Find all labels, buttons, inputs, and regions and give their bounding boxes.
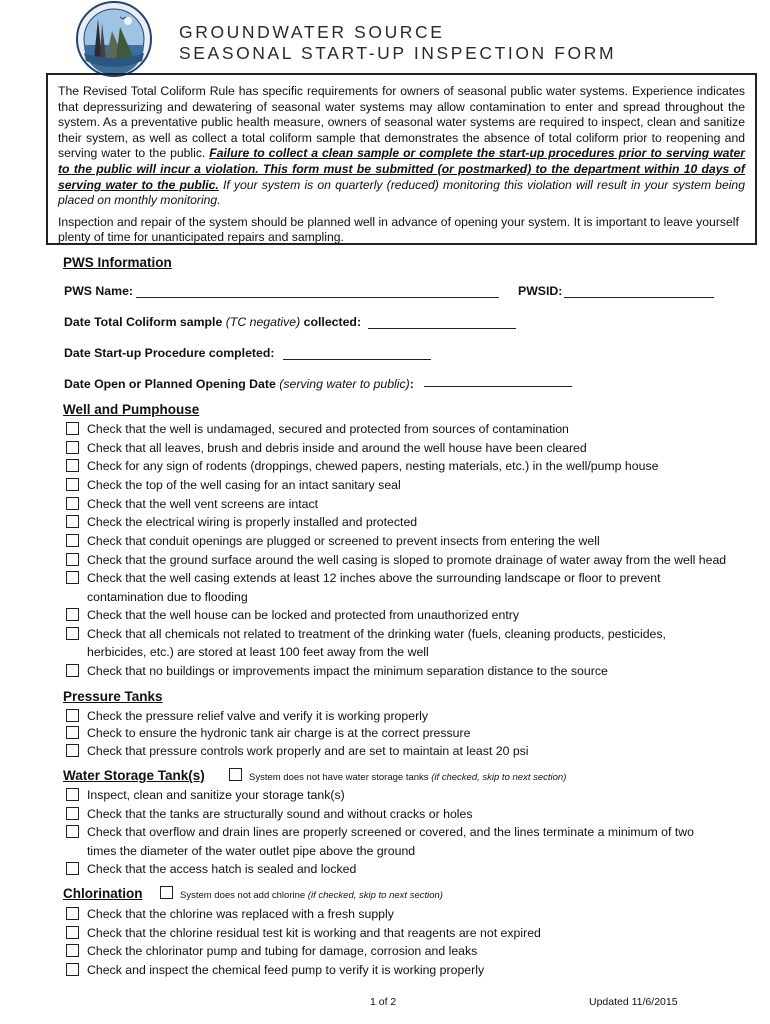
- pws-name-field[interactable]: [136, 297, 499, 298]
- well-check-6-text: Check the electrical wiring is properly installed and protected: [87, 515, 418, 529]
- storage-check-3-text: Check that overflow and drain lines are properly screened or covered, and the lines terminate a minimum of two: [87, 825, 694, 839]
- chlorine-check-3-text: Check the chlorinator pump and tubing for damage, corrosion and leaks: [87, 944, 478, 958]
- state-seal-icon: [76, 1, 152, 77]
- well-check-5-text: Check that the well vent screens are intact: [87, 497, 319, 511]
- pwsid-label: PWSID:: [518, 284, 563, 298]
- tc-sample-date-label: Date Total Coliform sample (TC negative) collected:: [64, 315, 362, 329]
- page-number: 1 of 2: [370, 996, 397, 1008]
- well-check-9-text-cont: contamination due to flooding: [87, 590, 248, 604]
- pwsid-field[interactable]: [564, 297, 714, 298]
- well-check-3-text: Check for any sign of rodents (droppings, chewed papers, nesting materials, etc.) in the well/pump house: [87, 459, 659, 473]
- well-pumphouse-heading: Well and Pumphouse: [63, 402, 200, 417]
- storage-check-3-text-cont: times the diameter of the water outlet pipe above the ground: [87, 844, 416, 858]
- storage-check-3-checkbox[interactable]: [66, 825, 79, 838]
- well-check-7-text: Check that conduit openings are plugged or screened to prevent insects from entering the well: [87, 534, 600, 548]
- no-chlorine-label: System does not add chlorine (if checked, skip to next section): [180, 890, 443, 901]
- chlorine-check-4-checkbox[interactable]: [66, 963, 79, 976]
- updated-date: Updated 11/6/2015: [589, 996, 678, 1008]
- no-storage-tanks-label: System does not have water storage tanks (if checked, skip to next section): [249, 772, 567, 783]
- storage-check-1-checkbox[interactable]: [66, 788, 79, 801]
- well-check-5-checkbox[interactable]: [66, 497, 79, 510]
- well-check-2-text: Check that all leaves, brush and debris inside and around the well house have been cleared: [87, 441, 587, 455]
- chlorine-check-1-text: Check that the chlorine was replaced with a fresh supply: [87, 907, 394, 921]
- startup-date-label: Date Start-up Procedure completed:: [64, 346, 275, 360]
- intro-monitoring-note: If your system is on quarterly (reduced) monitoring this violation will result in your system being placed on monthly monitoring.: [58, 177, 745, 208]
- well-check-12-checkbox[interactable]: [66, 664, 79, 677]
- pws-name-label: PWS Name:: [64, 284, 134, 298]
- chlorine-check-1-checkbox[interactable]: [66, 907, 79, 920]
- well-check-8-checkbox[interactable]: [66, 553, 79, 566]
- well-check-11-text-cont: herbicides, etc.) are stored at least 100 feet away from the well: [87, 645, 429, 659]
- form-title-line1: GROUNDWATER SOURCE: [179, 22, 445, 42]
- storage-check-4-text: Check that the access hatch is sealed and locked: [87, 862, 357, 876]
- well-check-1-text: Check that the well is undamaged, secured and protected from sources of contamination: [87, 422, 569, 436]
- well-check-1-checkbox[interactable]: [66, 422, 79, 435]
- chlorination-heading: Chlorination: [63, 886, 143, 901]
- tc-sample-date-field[interactable]: [368, 328, 516, 329]
- storage-check-1-text: Inspect, clean and sanitize your storage tank(s): [87, 788, 345, 802]
- well-check-8-text: Check that the ground surface around the well casing is sloped to promote drainage of water away from the well head: [87, 553, 727, 567]
- pressure-check-2-text: Check to ensure the hydronic tank air charge is at the correct pressure: [87, 726, 471, 740]
- intro-violation-warning: Failure to collect a clean sample or complete the start-up procedures prior to serving water to the public will incur a violation. This form must be submitted (or postmarked) to the department within 10 days of serving water to the public.: [58, 146, 745, 192]
- intro-planning-paragraph: Inspection and repair of the system should be planned well in advance of opening your system. It is important to leave yourself plenty of time for unanticipated repairs and sampling.: [58, 214, 739, 245]
- intro-text: The Revised Total Coliform Rule has specific requirements for owners of seasonal public water systems. Experience indicates that depressurizing and dewatering of seasonal water systems may allow contamination to enter and spread throughout the system. As a preventative public health measure, owners of seasonal water systems are required to inspect, clean and sanitize their system, as well as collect a total coliform sample that demonstrates the absence of total coliform prior to reopening and serving water to the public.: [58, 84, 745, 161]
- pressure-check-1-text: Check the pressure relief valve and verify it is working properly: [87, 709, 429, 723]
- chlorine-check-4-text: Check and inspect the chemical feed pump to verify it is working properly: [87, 963, 485, 977]
- chlorine-check-2-checkbox[interactable]: [66, 926, 79, 939]
- intro-box: [46, 73, 757, 245]
- pressure-tanks-heading: Pressure Tanks: [63, 689, 163, 704]
- well-check-9-checkbox[interactable]: [66, 571, 79, 584]
- well-check-2-checkbox[interactable]: [66, 441, 79, 454]
- well-check-10-checkbox[interactable]: [66, 608, 79, 621]
- chlorine-check-3-checkbox[interactable]: [66, 944, 79, 957]
- pressure-check-2-checkbox[interactable]: [66, 726, 79, 739]
- water-storage-heading: Water Storage Tank(s): [63, 768, 205, 783]
- opening-date-field[interactable]: [424, 386, 572, 387]
- no-storage-tanks-checkbox[interactable]: [229, 768, 242, 781]
- opening-date-label: Date Open or Planned Opening Date (serving water to public):: [64, 377, 414, 391]
- well-check-4-checkbox[interactable]: [66, 478, 79, 491]
- well-check-11-checkbox[interactable]: [66, 627, 79, 640]
- startup-date-field[interactable]: [283, 359, 431, 360]
- well-check-9-text: Check that the well casing extends at least 12 inches above the surrounding landscape or floor to prevent: [87, 571, 661, 585]
- well-check-12-text: Check that no buildings or improvements impact the minimum separation distance to the source: [87, 664, 608, 678]
- pressure-check-3-text: Check that pressure controls work properly and are set to maintain at least 20 psi: [87, 744, 529, 758]
- well-check-3-checkbox[interactable]: [66, 459, 79, 472]
- pressure-check-3-checkbox[interactable]: [66, 744, 79, 757]
- intro-paragraph: [58, 84, 745, 209]
- well-check-11-text: Check that all chemicals not related to treatment of the drinking water (fuels, cleaning products, pesticides,: [87, 627, 666, 641]
- form-title-line2: SEASONAL START-UP INSPECTION FORM: [179, 43, 617, 63]
- well-check-7-checkbox[interactable]: [66, 534, 79, 547]
- storage-check-2-checkbox[interactable]: [66, 807, 79, 820]
- pws-info-heading: PWS Information: [63, 255, 172, 270]
- no-chlorine-checkbox[interactable]: [160, 886, 173, 899]
- well-check-6-checkbox[interactable]: [66, 515, 79, 528]
- well-check-10-text: Check that the well house can be locked and protected from unauthorized entry: [87, 608, 520, 622]
- pressure-check-1-checkbox[interactable]: [66, 709, 79, 722]
- chlorine-check-2-text: Check that the chlorine residual test kit is working and that reagents are not expired: [87, 926, 541, 940]
- storage-check-2-text: Check that the tanks are structurally sound and without cracks or holes: [87, 807, 473, 821]
- well-check-4-text: Check the top of the well casing for an intact sanitary seal: [87, 478, 401, 492]
- storage-check-4-checkbox[interactable]: [66, 862, 79, 875]
